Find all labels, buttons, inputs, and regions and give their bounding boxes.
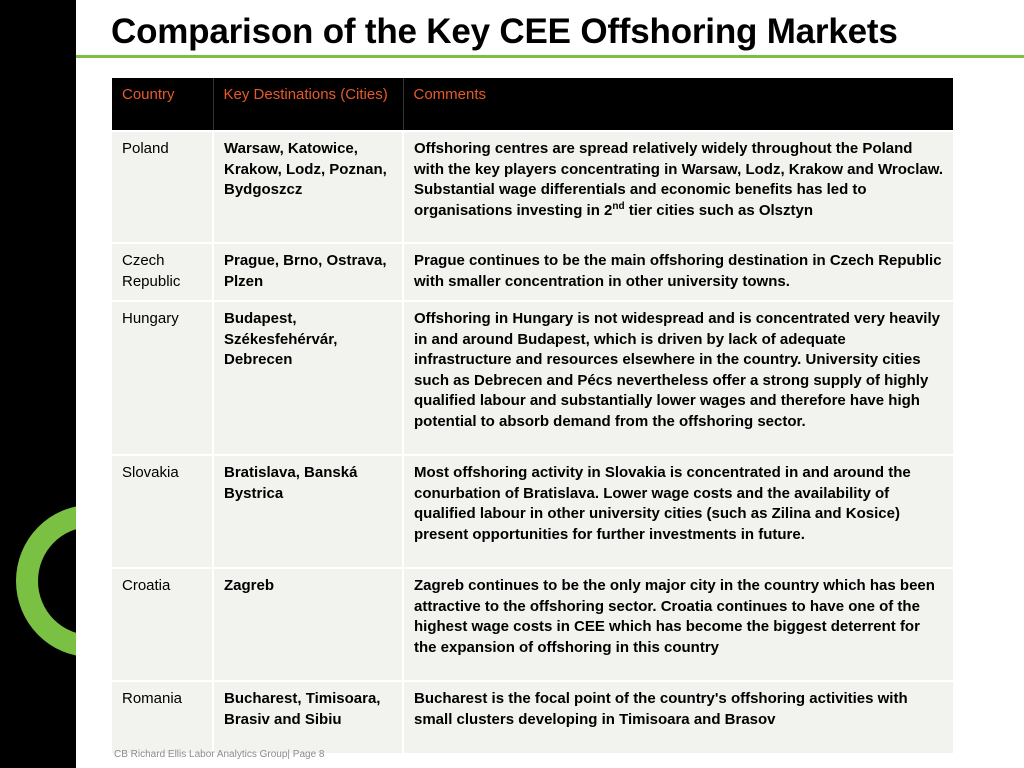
country-cell: Hungary (112, 301, 213, 455)
title-underline (76, 55, 1024, 58)
comparison-table (112, 78, 953, 753)
comment-cell: Most offshoring activity in Slovakia is concentrated in and around the conurbation of Bratislava. Lower wage costs and the availability of qualified labour in other university cities (such as Zilina and Kosice) present opportunities for further investments in future. (403, 455, 953, 568)
green-ring-icon (16, 505, 76, 657)
country-cell: Slovakia (112, 455, 213, 568)
table-row (112, 568, 953, 681)
slide-title: Comparison of the Key CEE Offshoring Markets (111, 12, 898, 51)
country-cell: Poland (112, 131, 213, 243)
destinations-cell: Zagreb (213, 568, 403, 681)
comment-text-end: tier cities such as Olsztyn (624, 201, 814, 219)
comment-cell (403, 131, 953, 243)
table-row (112, 301, 953, 455)
country-cell: Croatia (112, 568, 213, 681)
destinations-cell: Bucharest, Timisoara, Brasiv and Sibiu (213, 681, 403, 753)
header-destinations: Key Destinations (Cities) (213, 78, 403, 131)
comment-cell: Offshoring in Hungary is not widespread and is concentrated very heavily in and around Budapest, which is driven by lack of adequate infrastructure and resources elsewhere in the country. University cities such as Debrecen and Pécs nevertheless offer a strong supply of highly qualified labour and substantially lower wages and therefore have high potential to absorb demand from the offshoring sector. (403, 301, 953, 455)
footer-text: CB Richard Ellis Labor Analytics Group| Page 8 (114, 749, 325, 760)
table-row (112, 131, 953, 243)
table-row (112, 681, 953, 753)
table-row (112, 455, 953, 568)
table-header-row (112, 78, 953, 131)
destinations-cell: Budapest, Székesfehérvár, Debrecen (213, 301, 403, 455)
ordinal-suffix: nd (612, 200, 625, 212)
destinations-cell: Prague, Brno, Ostrava, Plzen (213, 243, 403, 301)
comment-cell: Bucharest is the focal point of the country's offshoring activities with small clusters developing in Timisoara and Brasov (403, 681, 953, 753)
table-row (112, 243, 953, 301)
header-country: Country (112, 78, 213, 131)
comment-text: Offshoring centres are spread relatively widely throughout the Poland with the key players concentrating in Warsaw, Lodz, Krakow and Wroclaw. Substantial wage differentials and economic benefits has led to organisations investing in 2 (414, 140, 944, 219)
header-comments: Comments (403, 78, 953, 131)
destinations-cell: Warsaw, Katowice, Krakow, Lodz, Poznan, Bydgoszcz (213, 131, 403, 243)
green-ring-decoration (0, 500, 76, 665)
destinations-cell: Bratislava, Banská Bystrica (213, 455, 403, 568)
comment-cell: Zagreb continues to be the only major city in the country which has been attractive to the offshoring sector. Croatia continues to have one of the highest wage costs in CEE which has become the biggest deterrent for the expansion of offshoring in this country (403, 568, 953, 681)
comment-cell: Prague continues to be the main offshoring destination in Czech Republic with smaller concentration in other university towns. (403, 243, 953, 301)
country-cell: Czech Republic (112, 243, 213, 301)
country-cell: Romania (112, 681, 213, 753)
